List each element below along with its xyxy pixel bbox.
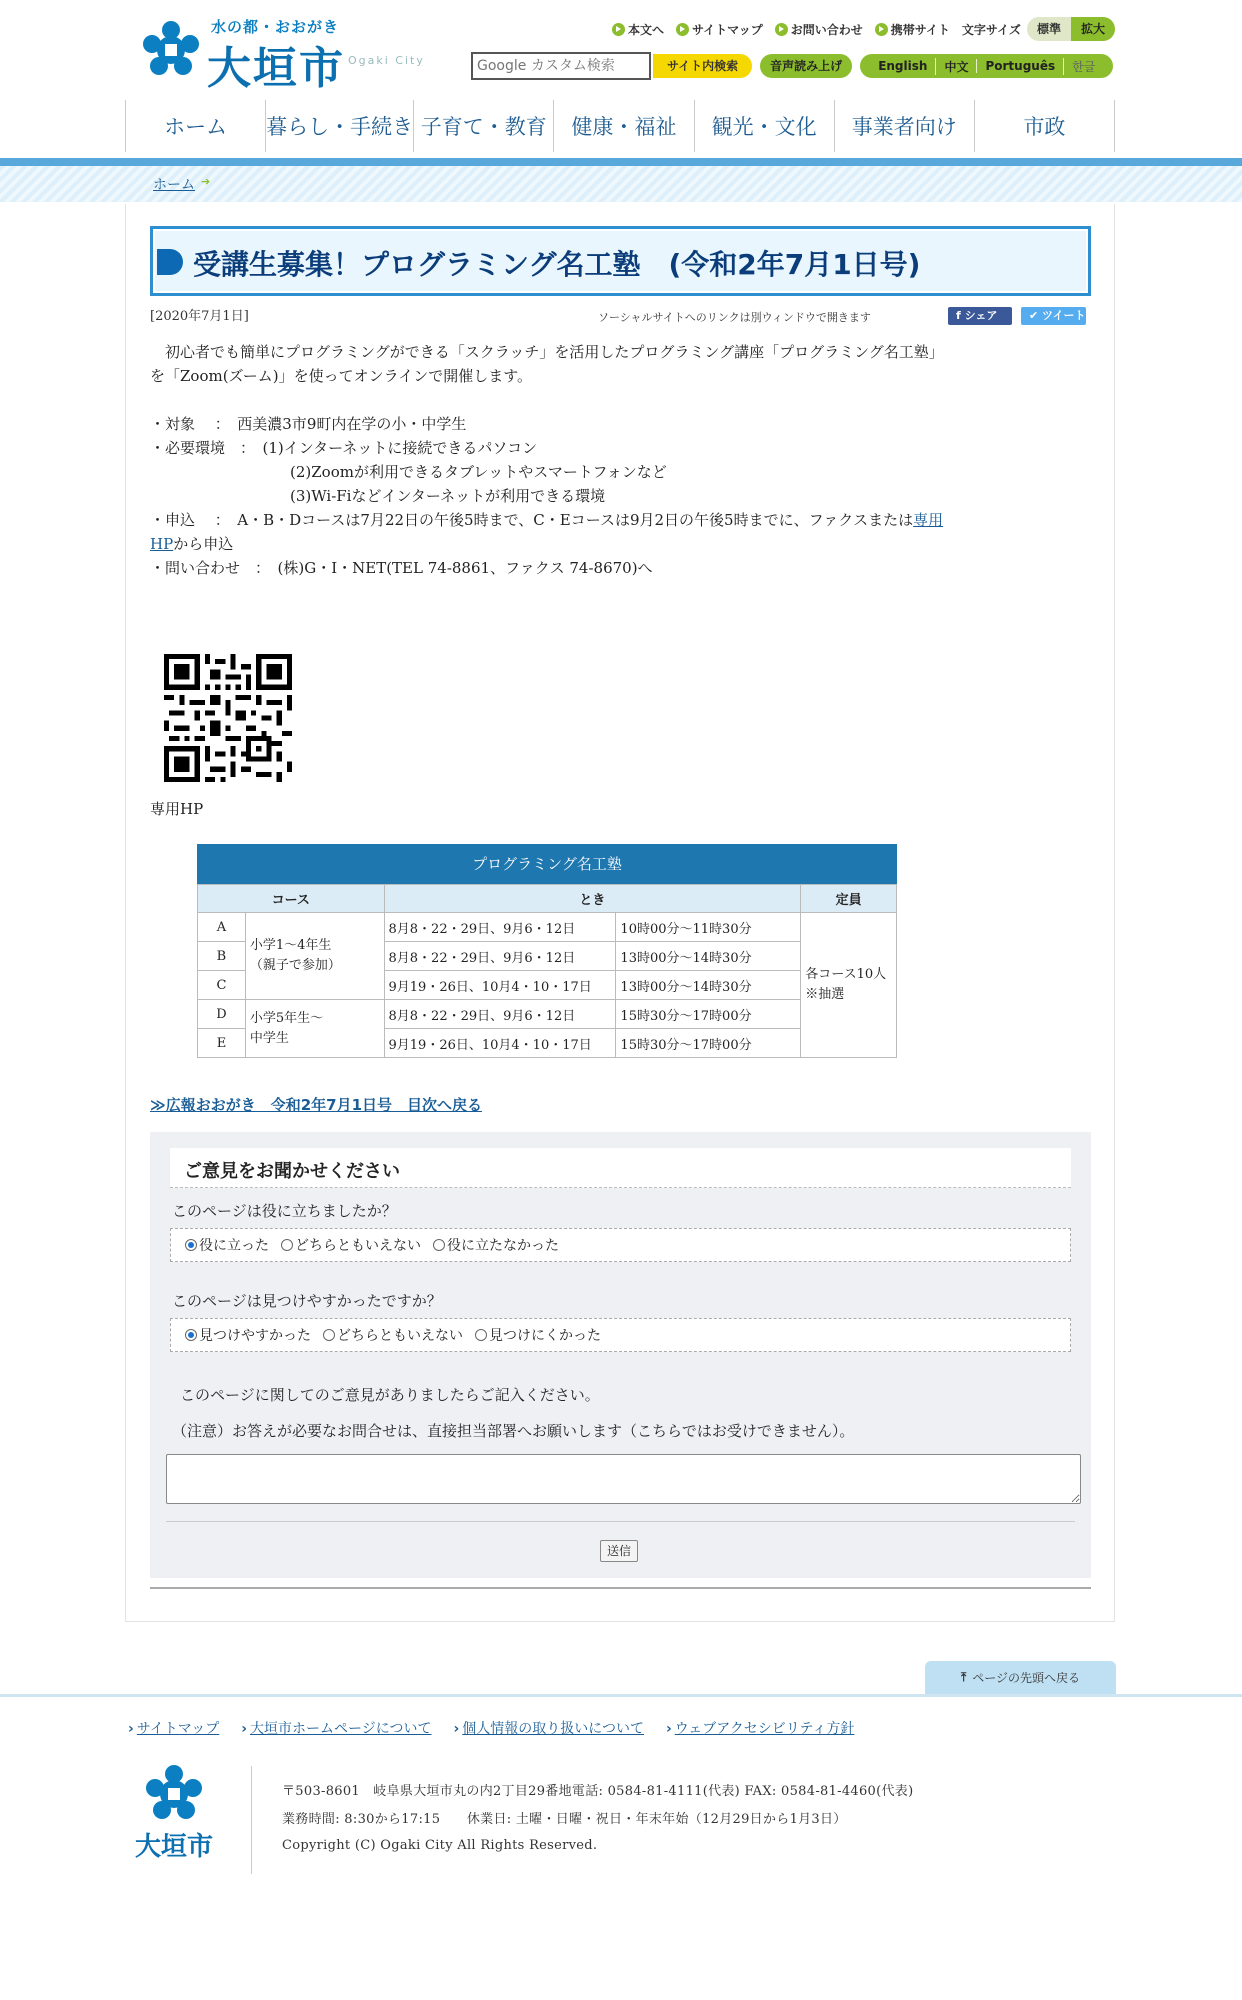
table-header-course: コース <box>198 885 385 913</box>
nav-tourism[interactable]: 観光・文化 <box>695 100 835 152</box>
intro-line-2: を「Zoom(ズーム)」を使ってオンラインで開催します。 <box>150 367 533 385</box>
findable-option-hard[interactable]: 見つけにくかった <box>475 1325 601 1345</box>
breadcrumb-home-link[interactable]: ホーム <box>153 177 195 193</box>
back-to-index-link[interactable]: ≫広報おおがき 令和2年7月1日号 目次へ戻る <box>150 1096 483 1114</box>
publish-date: [2020年7月1日] <box>150 309 249 324</box>
font-size-standard-button[interactable]: 標準 <box>1027 17 1071 41</box>
time-cell: 10時00分～11時30分 <box>616 913 801 942</box>
helpful-radio-group <box>170 1228 1071 1262</box>
course-schedule-table <box>197 844 897 1058</box>
footer-sitemap-link[interactable]: › サイトマップ <box>128 1718 219 1738</box>
arrow-up-icon: ⤒ <box>960 1670 967 1684</box>
language-switcher <box>860 54 1113 78</box>
feedback-title: ご意見をお聞かせください <box>184 1161 400 1182</box>
feedback-form <box>150 1132 1091 1578</box>
comment-instruction: このページに関してのご意見がありましたらご記入ください。 <box>180 1386 600 1404</box>
nav-business[interactable]: 事業者向け <box>835 100 975 152</box>
nav-divider <box>0 158 1242 166</box>
helpful-option-yes[interactable]: 役に立った <box>185 1235 269 1255</box>
search-row <box>471 52 1113 80</box>
twitter-share-button[interactable]: ✔ ツイート <box>1021 307 1086 325</box>
site-header <box>0 0 1242 100</box>
qr-code-image[interactable] <box>164 654 292 782</box>
time-cell: 13時00分～14時30分 <box>616 971 801 1000</box>
dedicated-hp-link-cont[interactable]: HP <box>150 535 174 553</box>
radio-button[interactable] <box>185 1329 197 1341</box>
footer-address: 〒503-8601 岐阜県大垣市丸の内2丁目29番地電話: 0584-81-4111(代表) FAX: 0584-81-4460(代表) <box>282 1784 914 1799</box>
font-size-label: 文字サイズ <box>961 22 1021 37</box>
course-cell: D <box>198 1000 246 1029</box>
dates-cell: 8月8・22・29日、9月6・12日 <box>384 942 616 971</box>
footer-copyright: Copyright (C) Ogaki City All Rights Reserved. <box>282 1838 598 1853</box>
time-cell: 15時30分～17時00分 <box>616 1000 801 1029</box>
footer-divider <box>0 1694 1242 1697</box>
language-korean-link[interactable]: 한글 <box>1063 58 1103 75</box>
table-row <box>198 1000 897 1029</box>
contact-link[interactable]: お問い合わせ <box>775 21 863 38</box>
course-cell: A <box>198 913 246 942</box>
footer-logo <box>128 1764 220 1864</box>
question-findable: このページは見つけやすかったですか？ <box>172 1292 442 1310</box>
arrow-circle-icon <box>676 23 689 36</box>
logo-english: Ogaki City <box>348 54 425 67</box>
radio-button[interactable] <box>475 1329 487 1341</box>
comment-textarea[interactable] <box>166 1454 1081 1504</box>
skip-to-content-link[interactable]: 本文へ <box>612 21 664 38</box>
dates-cell: 8月8・22・29日、9月6・12日 <box>384 913 616 942</box>
nav-living[interactable]: 暮らし・手続き <box>266 100 414 152</box>
search-input[interactable] <box>471 52 651 80</box>
mobile-site-link[interactable]: 携帯サイト <box>875 21 950 38</box>
footer-hours: 業務時間: 8:30から17:15 休業日: 土曜・日曜・祝日・年末年始（12月29日から1月3日） <box>282 1812 847 1827</box>
sitemap-link[interactable]: サイトマップ <box>676 21 763 38</box>
environment-line-2: (2)Zoomが利用できるタブレットやスマートフォンなど <box>290 463 667 481</box>
breadcrumb <box>153 174 213 194</box>
table-row <box>198 913 897 942</box>
radio-button[interactable] <box>281 1239 293 1251</box>
comment-caution: （注意）お答えが必要なお問合せは、直接担当部署へお願いします（こちらではお受けできません）。 <box>172 1422 855 1440</box>
footer-vertical-divider <box>251 1766 252 1874</box>
table-header-time: とき <box>384 885 801 913</box>
language-english-link[interactable]: English <box>878 59 928 73</box>
arrow-circle-icon <box>875 23 888 36</box>
utility-links <box>612 17 1115 41</box>
submit-button[interactable]: 送信 <box>600 1540 638 1562</box>
qr-caption: 専用HP <box>150 800 204 818</box>
radio-button[interactable] <box>433 1239 445 1251</box>
table-caption: プログラミング名工塾 <box>197 844 897 884</box>
facebook-share-button[interactable]: f シェア <box>948 307 1012 325</box>
environment-line-1: ・必要環境 ： (1)インターネットに接続できるパソコン <box>150 439 538 457</box>
apply-line-1: ・申込 ： A・B・Dコースは7月22日の午後5時まで、C・Eコースは9月2日の午後5時までに、ファクスまたは専用 <box>150 511 944 529</box>
intro-line-1: 初心者でも簡単にプログラミングができる「スクラッチ」を活用したプログラミング講座「プログラミング名工塾」 <box>150 343 944 361</box>
language-portuguese-link[interactable]: Português <box>976 59 1063 73</box>
time-cell: 13時00分～14時30分 <box>616 942 801 971</box>
global-nav <box>125 100 1115 152</box>
target-line: ・対象 ： 西美濃3市9町内在学の小・中学生 <box>150 415 467 433</box>
apply-line-2: HPから申込 <box>150 535 234 553</box>
helpful-option-neutral[interactable]: どちらともいえない <box>281 1235 421 1255</box>
helpful-option-no[interactable]: 役に立たなかった <box>433 1235 559 1255</box>
arrow-circle-icon <box>775 23 788 36</box>
logo-tagline: 水の都・おおがき <box>211 18 340 36</box>
font-size-large-button[interactable]: 拡大 <box>1071 17 1115 41</box>
feedback-title-box <box>170 1148 1071 1188</box>
contact-line: ・問い合わせ ： (株)G・I・NET(TEL 74-8861、ファクス 74-8670)へ <box>150 559 653 577</box>
dedicated-hp-link[interactable]: 専用 <box>913 511 944 529</box>
form-divider <box>166 1521 1075 1522</box>
facebook-icon: f <box>956 309 965 322</box>
site-logo[interactable] <box>141 16 441 94</box>
arrow-circle-icon <box>612 23 625 36</box>
twitter-icon: ✔ <box>1029 309 1043 322</box>
page-title-box <box>150 226 1091 296</box>
title-marker-icon <box>157 249 183 275</box>
footer-accessibility-link[interactable]: › ウェブアクセシビリティ方針 <box>666 1718 854 1738</box>
target-group-cell: 小学5年生～ 中学生 <box>245 1000 384 1058</box>
city-emblem-icon <box>144 1764 204 1824</box>
radio-button[interactable] <box>323 1329 335 1341</box>
findable-option-easy[interactable]: 見つけやすかった <box>185 1325 311 1345</box>
site-search-button[interactable]: サイト内検索 <box>653 54 752 78</box>
arrow-right-icon <box>201 178 213 190</box>
findable-radio-group <box>170 1318 1071 1352</box>
dates-cell: 9月19・26日、10月4・10・17日 <box>384 1029 616 1058</box>
dates-cell: 9月19・26日、10月4・10・17日 <box>384 971 616 1000</box>
course-cell: C <box>198 971 246 1000</box>
environment-line-3: (3)Wi-Fiなどインターネットが利用できる環境 <box>290 487 606 505</box>
footer-about-link[interactable]: › 大垣市ホームページについて <box>241 1718 431 1738</box>
page-title: 受講生募集！プログラミング名工塾 (令和2年7月1日号) <box>193 248 921 281</box>
radio-button[interactable] <box>185 1239 197 1251</box>
nav-city-admin[interactable]: 市政 <box>975 100 1115 152</box>
question-helpful: このページは役に立ちましたか？ <box>172 1202 397 1220</box>
footer-links <box>128 1718 876 1738</box>
city-emblem-icon <box>141 20 201 80</box>
course-cell: B <box>198 942 246 971</box>
nav-home[interactable]: ホーム <box>126 100 266 152</box>
nav-childcare[interactable]: 子育て・教育 <box>414 100 554 152</box>
content-bottom-divider <box>150 1587 1091 1589</box>
findable-option-neutral[interactable]: どちらともいえない <box>323 1325 463 1345</box>
time-cell: 15時30分～17時00分 <box>616 1029 801 1058</box>
capacity-cell: 各コース10人 ※抽選 <box>801 913 897 1058</box>
language-chinese-link[interactable]: 中文 <box>935 58 976 75</box>
footer-privacy-link[interactable]: › 個人情報の取り扱いについて <box>453 1718 644 1738</box>
voice-reader-button[interactable]: 音声読み上げ <box>760 54 852 78</box>
logo-name: 大垣市 <box>207 43 345 94</box>
table-header-capacity: 定員 <box>801 885 897 913</box>
social-note: ソーシャルサイトへのリンクは別ウィンドウで開きます <box>598 311 871 324</box>
course-cell: E <box>198 1029 246 1058</box>
target-group-cell: 小学1～4年生 （親子で参加） <box>245 913 384 1000</box>
footer-logo-text: 大垣市 <box>134 1832 213 1862</box>
nav-health[interactable]: 健康・福祉 <box>554 100 694 152</box>
back-to-top-button[interactable]: ⤒ ページの先頭へ戻る <box>925 1661 1116 1694</box>
dates-cell: 8月8・22・29日、9月6・12日 <box>384 1000 616 1029</box>
